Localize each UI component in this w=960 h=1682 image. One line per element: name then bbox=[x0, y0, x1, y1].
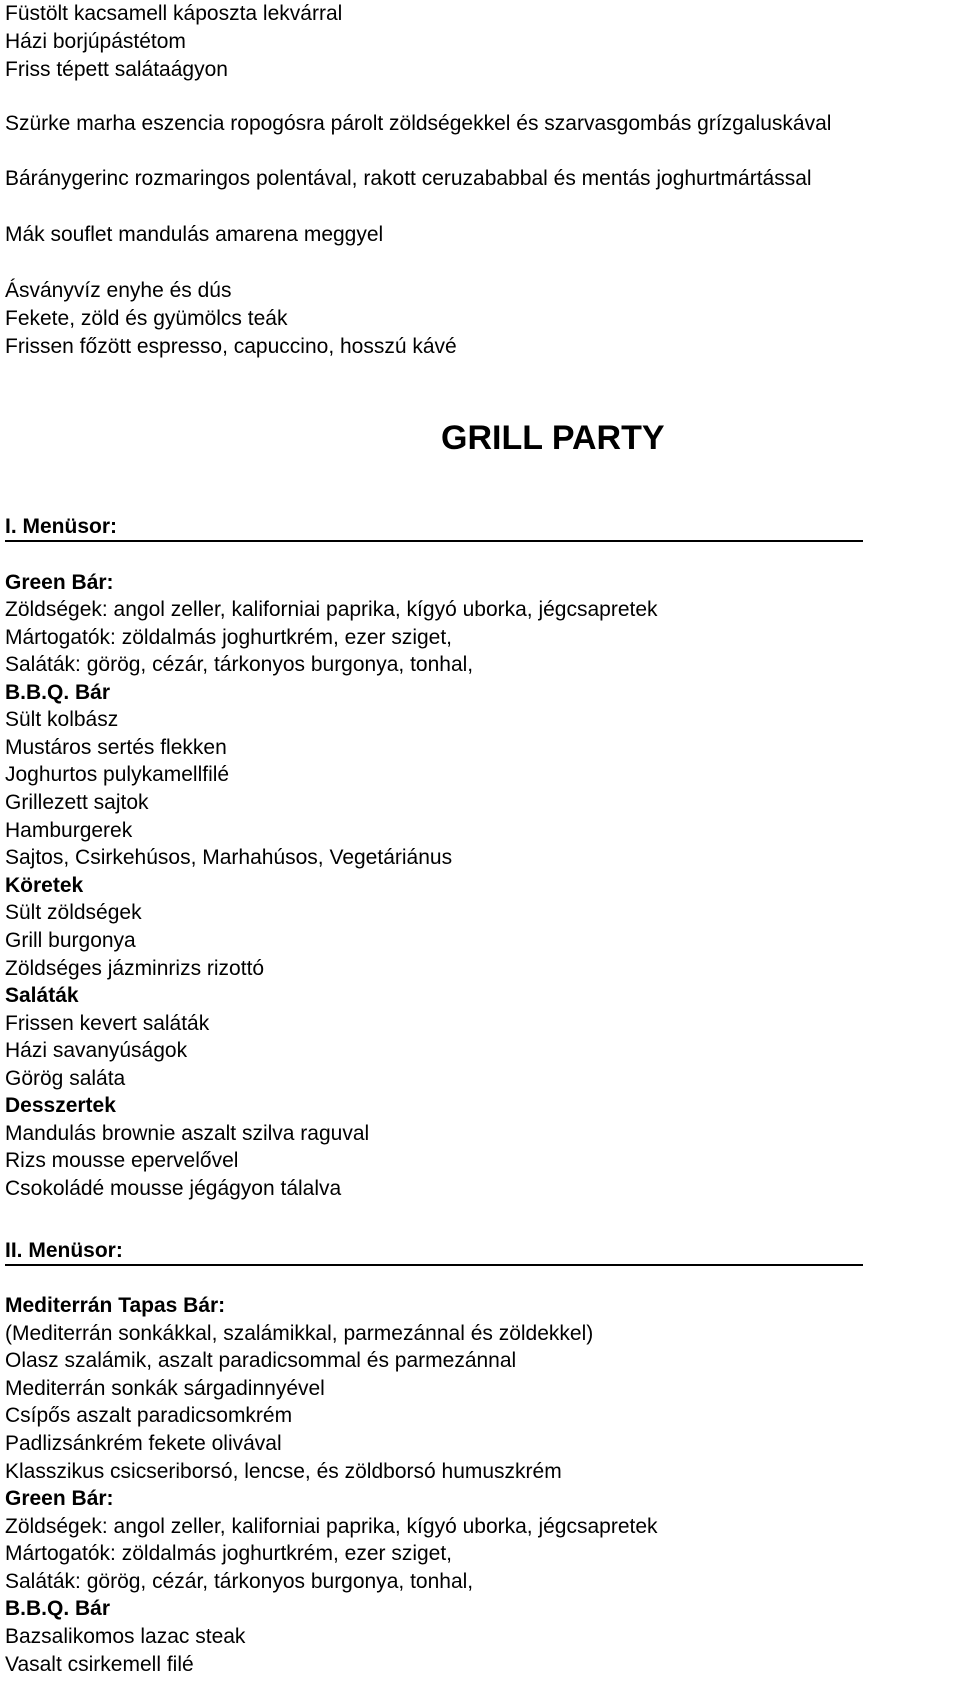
menu1-item: Mustáros sertés flekken bbox=[5, 736, 227, 759]
menu1-category-heading: Köretek bbox=[5, 874, 84, 897]
intro-line: Frissen főzött espresso, capuccino, hosszú kávé bbox=[5, 335, 457, 358]
menu1-item: Mandulás brownie aszalt szilva raguval bbox=[5, 1122, 370, 1145]
intro-line: Ásványvíz enyhe és dús bbox=[5, 279, 232, 302]
intro-line: Füstölt kacsamell káposzta lekvárral bbox=[5, 2, 343, 25]
menu1-category-heading: B.B.Q. Bár bbox=[5, 681, 111, 704]
intro-line: Házi borjúpástétom bbox=[5, 30, 186, 53]
menu1-category-heading: Saláták bbox=[5, 984, 79, 1007]
menu2-item: Bazsalikomos lazac steak bbox=[5, 1625, 246, 1648]
menu1-item: Saláták: görög, cézár, tárkonyos burgonya, tonhal, bbox=[5, 653, 474, 676]
intro-line: Mák souflet mandulás amarena meggyel bbox=[5, 223, 384, 246]
menu2-item: Padlizsánkrém fekete olivával bbox=[5, 1432, 282, 1455]
menu1-item: Csokoládé mousse jégágyon tálalva bbox=[5, 1177, 342, 1200]
menu2-heading: II. Menüsor: bbox=[5, 1238, 863, 1266]
menu1-item: Sült kolbász bbox=[5, 708, 119, 731]
menu1-item: Sült zöldségek bbox=[5, 901, 142, 924]
menu2-item: Csípős aszalt paradicsomkrém bbox=[5, 1404, 293, 1427]
intro-line: Friss tépett salátaágyon bbox=[5, 58, 228, 81]
menu1-category-heading: Desszertek bbox=[5, 1094, 116, 1117]
menu1-item: Görög saláta bbox=[5, 1067, 126, 1090]
menu1-category-heading: Green Bár: bbox=[5, 571, 114, 594]
menu1-heading: I. Menüsor: bbox=[5, 514, 863, 542]
menu1-item: Mártogatók: zöldalmás joghurtkrém, ezer sziget, bbox=[5, 626, 453, 649]
menu1-item: Házi savanyúságok bbox=[5, 1039, 188, 1062]
menu2-item: Mártogatók: zöldalmás joghurtkrém, ezer sziget, bbox=[5, 1542, 453, 1565]
page-title: GRILL PARTY bbox=[441, 419, 665, 457]
menu2-category-heading: B.B.Q. Bár bbox=[5, 1597, 111, 1620]
menu1-item: Zöldségek: angol zeller, kaliforniai paprika, kígyó uborka, jégcsapretek bbox=[5, 598, 658, 621]
menu1-item: Grillezett sajtok bbox=[5, 791, 149, 814]
menu2-item: (Mediterrán sonkákkal, szalámikkal, parmezánnal és zöldekkel) bbox=[5, 1322, 594, 1345]
menu2-item: Klasszikus csicseriborsó, lencse, és zöldborsó humuszkrém bbox=[5, 1460, 562, 1483]
menu1-item: Joghurtos pulykamellfilé bbox=[5, 763, 230, 786]
menu2-category-heading: Mediterrán Tapas Bár: bbox=[5, 1294, 226, 1317]
menu1-item: Grill burgonya bbox=[5, 929, 136, 952]
menu1-item: Sajtos, Csirkehúsos, Marhahúsos, Vegetáriánus bbox=[5, 846, 453, 869]
intro-line: Szürke marha eszencia ropogósra párolt zöldségekkel és szarvasgombás grízgaluskával bbox=[5, 112, 832, 135]
menu1-item: Hamburgerek bbox=[5, 819, 133, 842]
menu2-item: Saláták: görög, cézár, tárkonyos burgonya, tonhal, bbox=[5, 1570, 474, 1593]
intro-line: Fekete, zöld és gyümölcs teák bbox=[5, 307, 288, 330]
intro-line: Báránygerinc rozmaringos polentával, rakott ceruzababbal és mentás joghurtmártással bbox=[5, 167, 812, 190]
menu2-item: Olasz szalámik, aszalt paradicsommal és parmezánnal bbox=[5, 1349, 517, 1372]
menu1-item: Frissen kevert saláták bbox=[5, 1012, 210, 1035]
menu1-item: Zöldséges jázminrizs rizottó bbox=[5, 957, 265, 980]
menu2-item: Zöldségek: angol zeller, kaliforniai paprika, kígyó uborka, jégcsapretek bbox=[5, 1515, 658, 1538]
menu2-category-heading: Green Bár: bbox=[5, 1487, 114, 1510]
menu1-item: Rizs mousse epervelővel bbox=[5, 1149, 239, 1172]
menu2-item: Mediterrán sonkák sárgadinnyével bbox=[5, 1377, 325, 1400]
menu2-item: Vasalt csirkemell filé bbox=[5, 1653, 194, 1676]
